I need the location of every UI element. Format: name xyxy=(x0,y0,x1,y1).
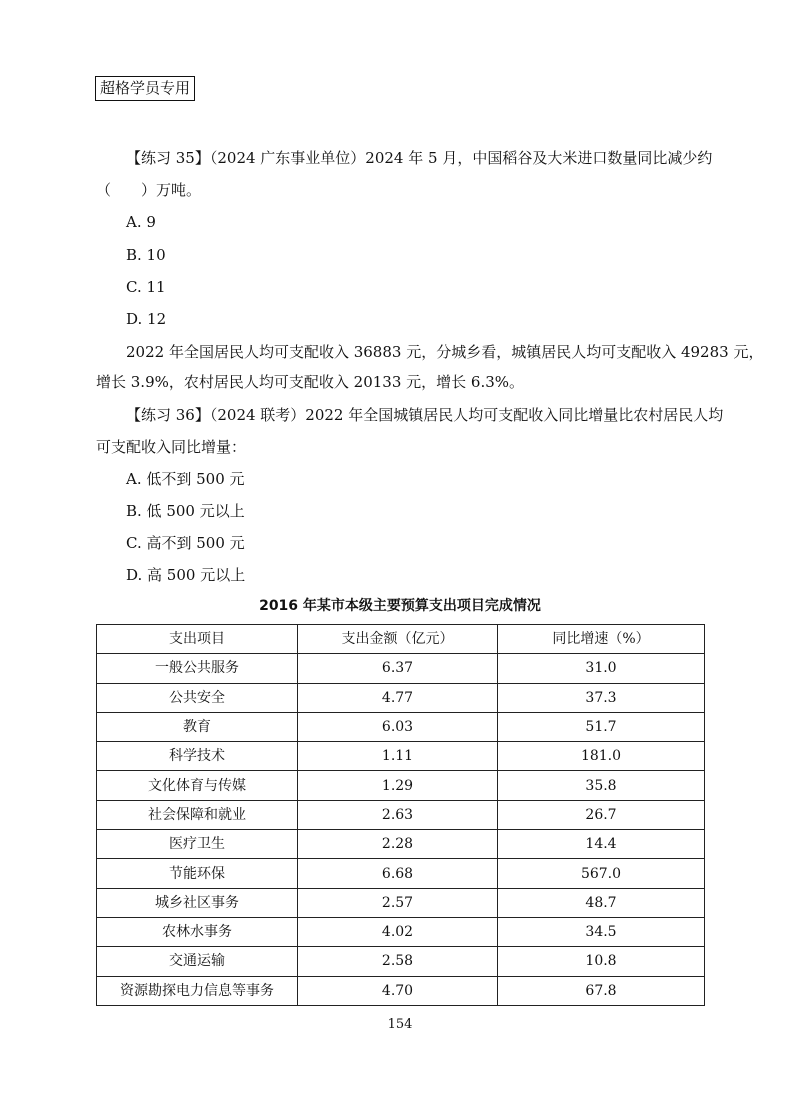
cell-growth: 37.3 xyxy=(498,683,705,712)
table-title: 2016 年某市本级主要预算支出项目完成情况 xyxy=(259,598,541,614)
cell-amount: 4.02 xyxy=(298,917,498,946)
question-36-stem-cont: 可支配收入同比增量： xyxy=(96,438,247,456)
table-row xyxy=(97,976,705,1005)
cell-amount: 2.28 xyxy=(298,830,498,859)
cell-growth: 10.8 xyxy=(498,947,705,976)
table-header-row xyxy=(97,625,705,654)
cell-amount: 2.63 xyxy=(298,800,498,829)
cell-amount: 4.70 xyxy=(298,976,498,1005)
question-36-option-d: D. 高 500 元以上 xyxy=(126,566,246,584)
cell-item: 资源勘探电力信息等事务 xyxy=(97,976,298,1005)
table-row xyxy=(97,859,705,888)
cell-growth: 567.0 xyxy=(498,859,705,888)
cell-item: 一般公共服务 xyxy=(97,654,298,683)
question-36-option-a: A. 低不到 500 元 xyxy=(126,470,245,488)
cell-amount: 6.03 xyxy=(298,712,498,741)
column-header-growth: 同比增速（%） xyxy=(498,625,705,654)
question-35-stem: 【练习 35】（2024 广东事业单位）2024 年 5 月，中国稻谷及大米进口数量同比减少约 xyxy=(126,149,713,167)
table-row xyxy=(97,917,705,946)
cell-item: 交通运输 xyxy=(97,947,298,976)
column-header-amount: 支出金额（亿元） xyxy=(298,625,498,654)
table-row xyxy=(97,712,705,741)
cell-growth: 26.7 xyxy=(498,800,705,829)
cell-item: 公共安全 xyxy=(97,683,298,712)
cell-growth: 48.7 xyxy=(498,888,705,917)
cell-item: 科学技术 xyxy=(97,742,298,771)
cell-growth: 51.7 xyxy=(498,712,705,741)
table-row xyxy=(97,771,705,800)
cell-item: 农林水事务 xyxy=(97,917,298,946)
cell-growth: 14.4 xyxy=(498,830,705,859)
cell-item: 文化体育与传媒 xyxy=(97,771,298,800)
cell-growth: 35.8 xyxy=(498,771,705,800)
question-36-stem: 【练习 36】（2024 联考）2022 年全国城镇居民人均可支配收入同比增量比农村居民人均 xyxy=(126,406,724,424)
cell-amount: 1.11 xyxy=(298,742,498,771)
cell-amount: 6.37 xyxy=(298,654,498,683)
cell-growth: 34.5 xyxy=(498,917,705,946)
cell-item: 教育 xyxy=(97,712,298,741)
cell-item: 社会保障和就业 xyxy=(97,800,298,829)
material-paragraph-cont: 增长 3.9%，农村居民人均可支配收入 20133 元，增长 6.3%。 xyxy=(96,373,525,391)
question-35-stem-cont: （ ）万吨。 xyxy=(96,181,202,199)
table-row xyxy=(97,947,705,976)
question-35-option-d: D. 12 xyxy=(126,310,167,328)
cell-growth: 67.8 xyxy=(498,976,705,1005)
question-36-option-c: C. 高不到 500 元 xyxy=(126,534,245,552)
cell-growth: 31.0 xyxy=(498,654,705,683)
question-36-option-b: B. 低 500 元以上 xyxy=(126,502,245,520)
cell-amount: 1.29 xyxy=(298,771,498,800)
table-row xyxy=(97,888,705,917)
cell-item: 医疗卫生 xyxy=(97,830,298,859)
cell-amount: 6.68 xyxy=(298,859,498,888)
material-paragraph: 2022 年全国居民人均可支配收入 36883 元，分城乡看，城镇居民人均可支配收入 49283 元， xyxy=(126,343,764,361)
budget-table xyxy=(96,624,705,1006)
table-row xyxy=(97,654,705,683)
question-35-option-a: A. 9 xyxy=(126,213,156,231)
table-row xyxy=(97,742,705,771)
table-row xyxy=(97,683,705,712)
cell-amount: 2.58 xyxy=(298,947,498,976)
page-number: 154 xyxy=(387,1017,413,1032)
question-35-option-c: C. 11 xyxy=(126,278,166,296)
cell-growth: 181.0 xyxy=(498,742,705,771)
cell-item: 城乡社区事务 xyxy=(97,888,298,917)
cell-item: 节能环保 xyxy=(97,859,298,888)
cell-amount: 2.57 xyxy=(298,888,498,917)
table-row xyxy=(97,830,705,859)
cell-amount: 4.77 xyxy=(298,683,498,712)
column-header-item: 支出项目 xyxy=(97,625,298,654)
header-label: 超格学员专用 xyxy=(95,76,195,101)
question-35-option-b: B. 10 xyxy=(126,246,166,264)
table-row xyxy=(97,800,705,829)
